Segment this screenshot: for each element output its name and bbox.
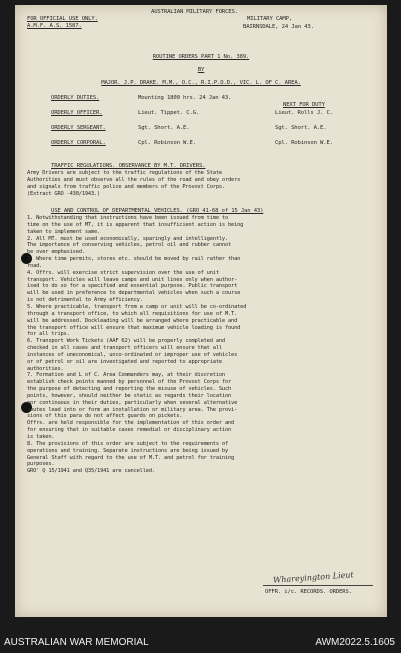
duty-value: Cpl. Robinson W.E. <box>138 140 196 146</box>
duty-value: Sgt. Short. A.E. <box>138 125 190 131</box>
header-org: AUSTRALIAN MILITARY FORCES. <box>151 9 238 15</box>
document-page <box>15 5 387 617</box>
duty-label: ORDERLY SERGEANT. <box>51 125 106 131</box>
duty-label: ORDERLY OFFICER. <box>51 110 103 116</box>
footer-accession-number: AWM2022.5.1605 <box>315 637 395 648</box>
next-for-duty-label: NEXT FOR DUTY <box>283 102 325 108</box>
signature-office: OFFR. i/c. RECORDS. ORDERS. <box>265 589 352 595</box>
handwritten-signature: Whareyington Lieut <box>272 570 354 585</box>
vehicles-body: 1. Notwithstanding that instructions have been issued from time to time on the use of MT, it is apparent that insufficient action is being taken to implement same. 2. All MT. must be used economically, sparingly and intelligently. The importance of conserving vehicles, petrol oil and rubber cannot be over emphasised. 3. Where time permits, stores etc. should be moved by rail rather than road. 4. Offrs. will exercise strict supervision over the use of unit transport. Vehicles will leave camps and unit lines only when author- ised to do so for a specified and essential purpose. Public transport will be used in preference to departmental vehicles when such a course is not detrimental to Army efficiency. 5. Where practicable, transport from a camp or unit will be co-ordinated through a transport office, to which all requisitions for use of M.T. will be addressed. Dockleading will be arranged where practicable and the transport office will ensure that maximum vehicle loading is found for all trips. 6. Transport Work Tickets (AAF 62) will be properly completed and checked in all cases and transport officers will ensure that all instances of uneconomical, unco-ordinated or improper use of vehicles or of petrol or oil are investigated and reported to appropriate authorities. 7. Formation and L of C. Area Commanders may, at their discretion establish check points manned by personnel of the Provost Corps for the purpose of detecting and reporting the misuse of vehicles. Such points, however, should neither be static as regards their location nor continuous in their duties, particularly when several alternative routes lead into or form an installation or military area. The provi- sions of this para do not affect guards on pickets. Offrs. are held responsible for the implementation of this order and for ensuring that in suitable cases remedial or disciplinary action is taken. 8. The provisions of this order are subject to the requirements of operations and training. Separate instructions are being issued by General Staff with regard to the use of M.T. and petrol for training purposes. GRO' Q 15/1941 and Q35/1941 are cancelled. <box>27 215 247 475</box>
header-ref: A.M.F. A.S. 1587. <box>27 23 82 29</box>
signature-line <box>263 585 373 586</box>
header-place-date: BAIRNSDALE, 24 Jan 43. <box>243 24 314 30</box>
duty-next: Sgt. Short. A.E. <box>275 125 327 131</box>
duty-label: ORDERLY CORPORAL. <box>51 140 106 146</box>
header-official: FOR OFFICIAL USE ONLY. <box>27 16 98 22</box>
orders-authority: MAJOR. J.P. DRAKE. M.M., O.C., R.I.P.O.D., VIC. L. OF C. AREA. <box>101 80 301 86</box>
duty-next: Lieut. Rolls J. C. <box>275 110 333 116</box>
traffic-heading: TRAFFIC REGULATIONS. OBSERVANCE BY M.T. DRIVERS. <box>51 163 206 169</box>
archive-footer <box>0 623 401 653</box>
footer-institution: AUSTRALIAN WAR MEMORIAL <box>4 637 149 648</box>
duty-value: Mounting 1800 hrs. 24 Jan 43. <box>138 95 232 101</box>
traffic-body: Army Drivers are subject to the traffic regulations of the State Authorities and must observe all the rules of the road and obey orders and signals from traffic police and members of the Provost Corps. (Extract GRO -430/1943.) <box>27 170 241 197</box>
header-camp: MILITARY CAMP, <box>247 16 293 22</box>
duty-label: ORDERLY DUTIES. <box>51 95 100 101</box>
vehicles-heading: USE AND CONTROL OF DEPARTMENTAL VEHICLES. (GRO 41-68 of 15 Jan 43) <box>51 208 264 214</box>
orders-by: BY <box>197 67 205 73</box>
duty-value: Lieut. Tippet. C.G. <box>138 110 200 116</box>
duty-next: Cpl. Robinson W.E. <box>275 140 333 146</box>
orders-title: ROUTINE ORDERS PART 1 No. 389. <box>152 54 250 60</box>
